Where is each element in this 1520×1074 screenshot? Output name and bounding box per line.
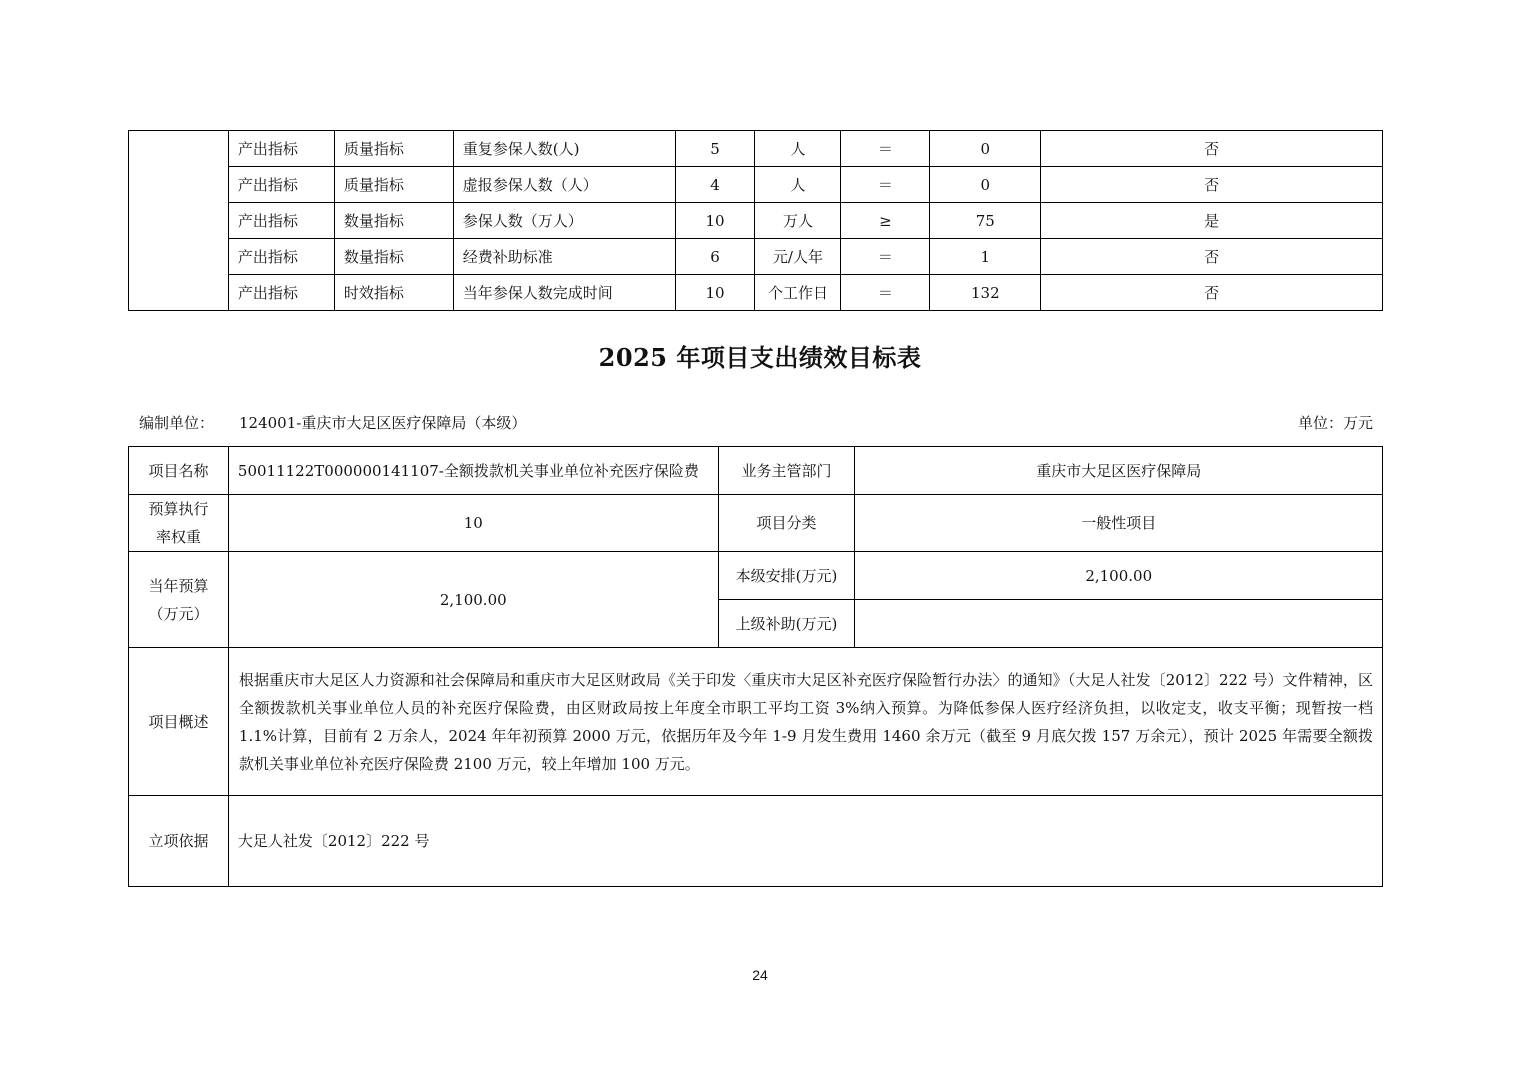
indicator-unit-cell: 万人 [755, 203, 841, 239]
budget-label-line1: 当年预算 [148, 576, 209, 595]
indicator-core-cell: 否 [1041, 239, 1383, 275]
upper-value [855, 600, 1383, 648]
indicator-operator-cell: ＝ [841, 131, 930, 167]
local-label: 本级安排(万元) [718, 552, 855, 600]
indicator-level2-cell: 数量指标 [334, 239, 453, 275]
upper-label: 上级补助(万元) [718, 600, 855, 648]
indicator-operator-cell: ＝ [841, 275, 930, 311]
indicator-weight-cell: 10 [675, 275, 755, 311]
indicator-name-cell: 参保人数（万人） [453, 203, 675, 239]
indicator-level1-cell: 产出指标 [228, 275, 334, 311]
weight-label [129, 495, 229, 552]
indicator-operator-cell: ≥ [841, 203, 930, 239]
indicator-target-cell: 0 [930, 131, 1041, 167]
local-value: 2,100.00 [855, 552, 1383, 600]
indicator-name-cell: 经费补助标准 [453, 239, 675, 275]
indicator-weight-cell: 4 [675, 167, 755, 203]
indicator-core-cell: 是 [1041, 203, 1383, 239]
indicator-level1-cell: 产出指标 [228, 239, 334, 275]
indicator-target-cell: 132 [930, 275, 1041, 311]
indicator-level2-cell: 数量指标 [334, 203, 453, 239]
indicator-row [129, 203, 1383, 239]
indicator-level1-cell: 产出指标 [228, 167, 334, 203]
category-label: 项目分类 [718, 495, 855, 552]
indicator-weight-cell: 6 [675, 239, 755, 275]
weight-label-line2: 率权重 [155, 528, 201, 546]
budget-label [129, 552, 229, 648]
indicator-level1-cell: 产出指标 [228, 203, 334, 239]
indicator-name-cell: 虚报参保人数（人） [453, 167, 675, 203]
indicator-level2-cell: 质量指标 [334, 167, 453, 203]
overview-text: 根据重庆市大足区人力资源和社会保障局和重庆市大足区财政局《关于印发〈重庆市大足区补充医疗保险暂行办法〉的通知》（大足人社发〔2012〕222 号）文件精神，区全额拨款机关事业单位人员的补充医疗保险费，由区财政局按上年度全市职工平均工资 3%纳入预算。为降低参保人医疗经济负担，以收定支，收支平衡；现暂按一档 1.1%计算，目前有 2 万余人，2024 年年初预算 2000 万元，依据历年及今年 1-9 月发生费用 1460 余万元（截至 9 月底欠拨 157 万余元），预计 2025 年需要全额拨款机关事业单位补充医疗保险费 2100 万元，较上年增加 100 万元。 [228, 648, 1382, 796]
indicator-row [129, 275, 1383, 311]
indicator-core-cell: 否 [1041, 167, 1383, 203]
indicator-level1-cell: 产出指标 [228, 131, 334, 167]
project-table [128, 446, 1383, 887]
indicator-row [129, 167, 1383, 203]
indicator-operator-cell: ＝ [841, 167, 930, 203]
indicator-weight-cell: 5 [675, 131, 755, 167]
indicator-name-cell: 当年参保人数完成时间 [453, 275, 675, 311]
budget-value: 2,100.00 [228, 552, 718, 648]
indicator-target-cell: 1 [930, 239, 1041, 275]
project-name-value: 50011122T000000141107-全额拨款机关事业单位补充医疗保险费 [228, 447, 718, 495]
indicator-target-cell: 75 [930, 203, 1041, 239]
merged-blank-cell [129, 131, 229, 311]
indicator-core-cell: 否 [1041, 131, 1383, 167]
basis-value: 大足人社发〔2012〕222 号 [228, 796, 1382, 887]
indicator-unit-cell: 人 [755, 131, 841, 167]
indicator-unit-cell: 元/人年 [755, 239, 841, 275]
indicator-level2-cell: 时效指标 [334, 275, 453, 311]
overview-label: 项目概述 [129, 648, 229, 796]
indicator-target-cell: 0 [930, 167, 1041, 203]
indicator-weight-cell: 10 [675, 203, 755, 239]
budget-label-line2: （万元） [148, 604, 209, 623]
indicator-operator-cell: ＝ [841, 239, 930, 275]
indicator-unit-cell: 个工作日 [755, 275, 841, 311]
dept-value: 重庆市大足区医疗保障局 [855, 447, 1383, 495]
weight-label-line1: 预算执行 [148, 500, 209, 518]
indicator-name-cell: 重复参保人数(人) [453, 131, 675, 167]
page-number: 24 [752, 967, 768, 983]
indicator-core-cell: 否 [1041, 275, 1383, 311]
unit-label: 编制单位： [139, 414, 215, 432]
dept-label: 业务主管部门 [718, 447, 855, 495]
page-title: 2025 年项目支出绩效目标表 [598, 343, 922, 372]
weight-value: 10 [228, 495, 718, 552]
money-unit: 单位：万元 [1297, 414, 1373, 432]
basis-label: 立项依据 [129, 796, 229, 887]
indicator-level2-cell: 质量指标 [334, 131, 453, 167]
indicator-row [129, 131, 1383, 167]
category-value: 一般性项目 [855, 495, 1383, 552]
indicator-row [129, 239, 1383, 275]
indicator-unit-cell: 人 [755, 167, 841, 203]
project-name-label: 项目名称 [129, 447, 229, 495]
unit-value: 124001-重庆市大足区医疗保障局（本级） [239, 414, 527, 432]
indicator-table [128, 130, 1383, 311]
